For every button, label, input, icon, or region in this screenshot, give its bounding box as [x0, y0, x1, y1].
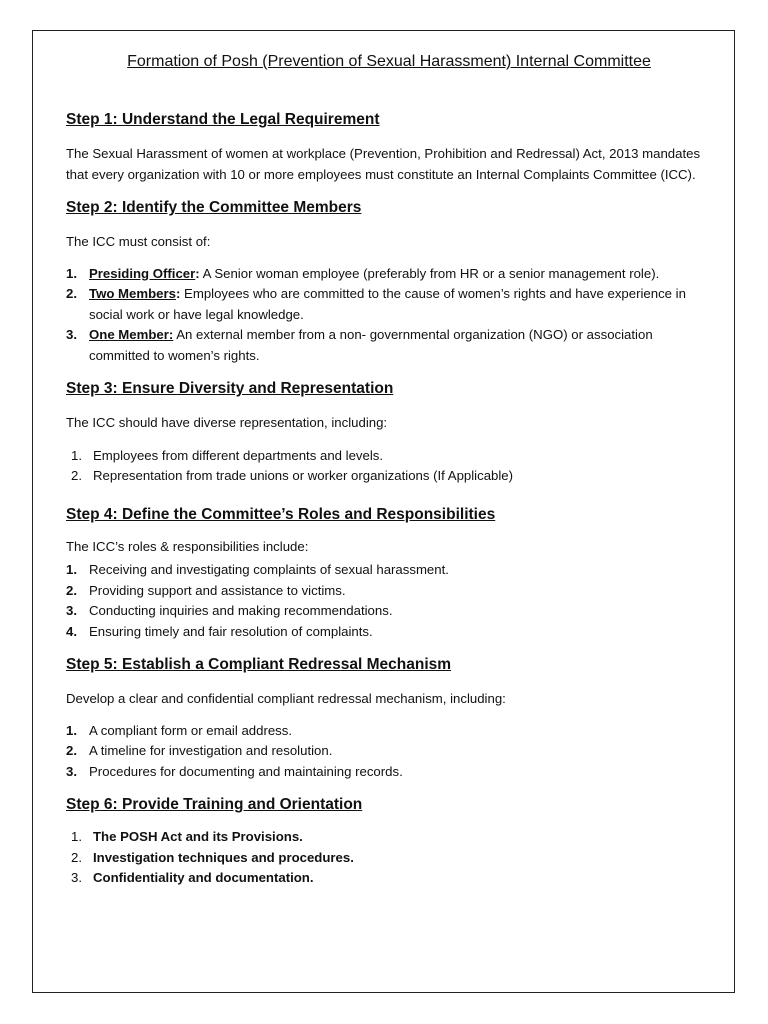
item-text: Confidentiality and documentation.: [93, 870, 314, 885]
role-term: One Member:: [89, 327, 174, 342]
item-number: 2.: [71, 468, 82, 483]
role-description: A Senior woman employee (preferably from HR or a senior management role).: [199, 265, 660, 281]
item-number: 1.: [71, 829, 82, 844]
item-number: 1.: [66, 562, 77, 577]
item-number: 2.: [66, 286, 77, 301]
item-text: Ensuring timely and fair resolution of complaints.: [89, 623, 373, 639]
step5-intro: Develop a clear and confidential compliant redressal mechanism, including:: [66, 691, 506, 706]
list-item: [66, 560, 706, 581]
role-description: An external member from a non- governmental organization (NGO) or association committed to women’s rights.: [89, 327, 653, 363]
step6-heading: Step 6: Provide Training and Orientation: [66, 796, 363, 813]
item-text: The POSH Act and its Provisions.: [93, 829, 303, 844]
item-text: A compliant form or email address.: [89, 722, 293, 738]
item-text: Procedures for documenting and maintaining records.: [89, 763, 403, 779]
list-item: [66, 581, 706, 602]
item-text: Representation from trade unions or worker organizations (If Applicable): [93, 468, 514, 483]
document-content: [66, 53, 706, 889]
item-text: Providing support and assistance to victims.: [89, 582, 346, 598]
step6-list: [66, 827, 706, 889]
list-item: [66, 446, 706, 467]
list-item: [66, 325, 706, 366]
item-text: Investigation techniques and procedures.: [93, 849, 354, 865]
list-item: [66, 741, 706, 762]
item-number: 3.: [71, 870, 82, 885]
step5-heading: Step 5: Establish a Compliant Redressal Mechanism: [66, 656, 452, 673]
document-page: [32, 30, 735, 993]
list-item: [66, 466, 706, 487]
list-item: [66, 284, 706, 325]
list-item: [66, 868, 706, 889]
item-text: Employees from different departments and levels.: [93, 447, 384, 463]
step1-heading: Step 1: Understand the Legal Requirement: [66, 111, 380, 128]
step3-intro: The ICC should have diverse representation, including:: [66, 415, 388, 430]
list-item: [66, 622, 706, 643]
step2-intro: The ICC must consist of:: [66, 234, 211, 249]
role-term: Two Members: [89, 286, 176, 301]
item-number: 3.: [66, 327, 77, 342]
step5-list: [66, 721, 706, 783]
role-colon: :: [195, 265, 200, 281]
step2-heading: Step 2: Identify the Committee Members: [66, 199, 362, 216]
item-number: 3.: [66, 763, 77, 779]
step3-list: [66, 446, 706, 487]
step4-list: [66, 560, 706, 642]
step1-text: The Sexual Harassment of women at workplace (Prevention, Prohibition and Redressal) Act, 2013 mandates that every organization with 10 or more employees must constitute an Internal Complaints Committee (ICC).: [66, 146, 701, 182]
role-description: Employees who are committed to the cause of women’s rights and have experience in social work or have legal knowledge.: [89, 286, 686, 322]
document-title: Formation of Posh (Prevention of Sexual Harassment) Internal Committee: [127, 53, 651, 70]
item-number: 1.: [71, 447, 82, 463]
step2-list: [66, 264, 706, 367]
list-item: [66, 762, 706, 783]
item-number: 1.: [66, 722, 77, 738]
list-item: [66, 848, 706, 869]
item-number: 4.: [66, 623, 77, 639]
list-item: [66, 264, 706, 285]
list-item: [66, 827, 706, 848]
item-text: Conducting inquiries and making recommendations.: [89, 603, 393, 618]
list-item: [66, 721, 706, 742]
step4-heading: Step 4: Define the Committee’s Roles and Responsibilities: [66, 505, 496, 523]
step3-heading: Step 3: Ensure Diversity and Representation: [66, 380, 394, 397]
role-colon: :: [175, 286, 181, 301]
item-number: 2.: [71, 849, 82, 865]
item-number: 1.: [66, 265, 77, 281]
item-number: 2.: [66, 743, 77, 758]
item-number: 2.: [66, 582, 77, 598]
step4-intro: The ICC’s roles & responsibilities include:: [66, 538, 309, 554]
item-number: 3.: [66, 603, 77, 618]
role-term: Presiding Officer: [89, 265, 196, 281]
item-text: Receiving and investigating complaints of sexual harassment.: [89, 562, 449, 577]
item-text: A timeline for investigation and resolution.: [89, 743, 333, 758]
list-item: [66, 601, 706, 622]
